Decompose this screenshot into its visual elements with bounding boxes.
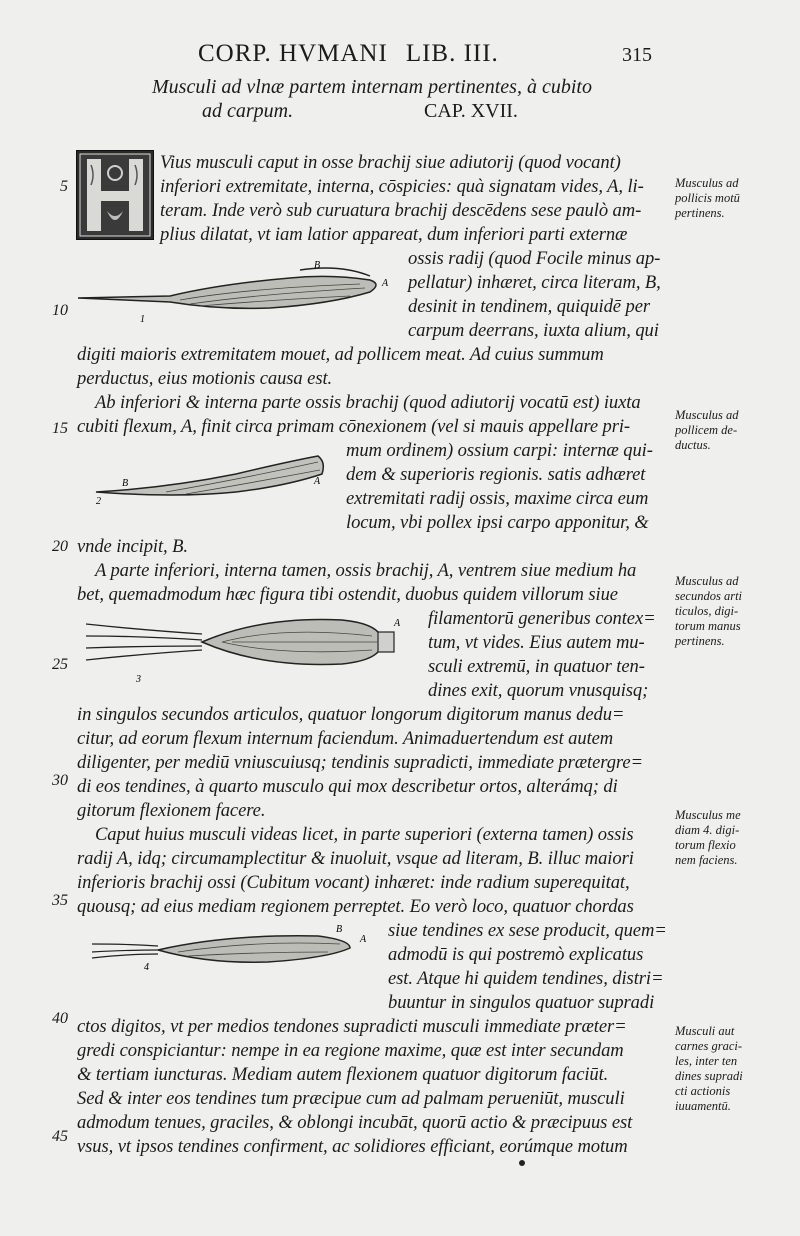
text-line: citur, ad eorum flexum internum faciendum. Animaduertendum est autem [77, 728, 614, 749]
marginal-note-line: pollicem de- [675, 423, 738, 437]
line-number: 15 [52, 420, 68, 437]
text-line: Vius musculi caput in osse brachij siue adiutorij (quod vocant) [160, 152, 621, 173]
figure-label: B [314, 260, 321, 271]
line-number: 10 [52, 302, 68, 319]
marginal-note-line: pollicis motū [675, 191, 740, 205]
text-line: pellatur) inhæret, circa literam, B, [408, 272, 661, 293]
text-line: dem & superioris regionis. satis adhæret [346, 464, 646, 485]
text-line: bet, quemadmodum hæc figura tibi ostendit, duobus quidem villorum siue [77, 584, 618, 605]
marginal-note-line: secundos arti [675, 589, 743, 603]
book-number: LIB. III. [405, 40, 499, 67]
text-line: inferioris brachij ossi (Cubitum vocant) inhæret: inde radium superequitat, [77, 872, 630, 893]
text-line: filamentorū generibus contex= [428, 608, 656, 629]
marginal-note-line: torum manus [675, 619, 741, 633]
text-line: buuntur in singulos quatuor supradi [388, 992, 655, 1013]
running-title: CORP. HVMANI [198, 40, 388, 67]
text-line: radij A, idq; circumamplectitur & inuoluit, vsque ad literam, B. illuc maiori [77, 848, 634, 869]
marginal-note-line: nem faciens. [675, 853, 738, 867]
figure-label: B [336, 924, 343, 935]
marginal-note [675, 408, 793, 453]
marginal-note-line: carnes graci- [675, 1039, 742, 1053]
line-number: 30 [52, 772, 68, 789]
text-line: quousq; ad eius mediam regionem perreptet. Eo verò loco, quatuor chordas [77, 896, 634, 917]
text-line: locum, vbi pollex ipsi carpo apponitur, & [346, 512, 649, 533]
text-line: admodū is qui postremò explicatus [388, 944, 644, 965]
figure-number: 4 [144, 962, 149, 972]
figure-number: 2 [96, 496, 101, 507]
line-number: 5 [60, 178, 68, 195]
text-line: Ab inferiori & interna parte ossis brachij (quod adiutorij vocatū est) iuxta [95, 392, 641, 413]
marginal-note-line: dines supradi [675, 1069, 743, 1083]
marginal-note [675, 1024, 793, 1114]
text-line: dines exit, quorum vnusquisq; [428, 680, 649, 701]
text-line: sculi extremū, in quatuor ten- [428, 656, 645, 677]
line-number: 35 [52, 892, 68, 909]
line-number: 20 [52, 538, 68, 555]
folio-number: 315 [622, 44, 652, 66]
marginal-note-line: ductus. [675, 438, 711, 452]
marginal-note-line: cti actionis [675, 1084, 731, 1098]
figure-number: 1 [140, 314, 145, 325]
chapter-title-line1: Musculi ad vlnæ partem internam pertinentes, à cubito [152, 76, 592, 98]
decorated-initial-h [76, 150, 154, 240]
marginal-note-line: Musculus ad [675, 574, 739, 588]
figure-4-muscle [88, 922, 378, 972]
marginal-note [675, 176, 793, 221]
figure-1-muscle [70, 256, 410, 326]
running-head [198, 40, 499, 68]
text-line: carpum deerrans, iuxta alium, qui [408, 320, 659, 341]
initial-ornament-icon [77, 151, 153, 239]
line-number: 25 [52, 656, 68, 673]
marginal-note-line: Musculus me [675, 808, 741, 822]
text-line: plius dilatat, vt iam latior appareat, dum inferiori parti externæ [160, 224, 628, 245]
text-line: admodum tenues, graciles, & oblongi incubāt, quorū actio & præcipuus est [77, 1112, 633, 1133]
text-line: est. Atque hi quidem tendines, distri= [388, 968, 664, 989]
figure-label: A [382, 278, 389, 289]
marginal-note [675, 574, 793, 649]
marginal-note-line: iuuamentū. [675, 1099, 731, 1113]
figure-2-muscle [86, 448, 336, 508]
ink-dot [519, 1160, 525, 1166]
text-line: diligenter, per mediū vniuscuiusq; tendinis supradicti, immediate prætergre= [77, 752, 643, 773]
figure-number: 3 [136, 674, 141, 684]
text-line: digiti maioris extremitatem mouet, ad pollicem meat. Ad cuius summum [77, 344, 604, 365]
marginal-note-line: les, inter ten [675, 1054, 738, 1068]
text-line: desinit in tendinem, quiquidē per [408, 296, 650, 317]
marginal-note-line: pertinens. [675, 634, 725, 648]
line-number: 40 [52, 1010, 68, 1027]
text-line: gitorum flexionem facere. [77, 800, 266, 821]
marginal-note-line: Musculi aut [675, 1024, 735, 1038]
text-line: Caput huius musculi videas licet, in parte superiori (externa tamen) ossis [95, 824, 634, 845]
figure-3-muscle [82, 612, 412, 684]
text-line: siue tendines ex sese producit, quem= [388, 920, 667, 941]
text-line: inferiori extremitate, interna, cōspicies: quà signatam vides, A, li- [160, 176, 644, 197]
text-line: ctos digitos, vt per medios tendones supradicti musculi immediate præter= [77, 1016, 627, 1037]
line-number: 45 [52, 1128, 68, 1145]
text-line: & tertiam iuncturas. Mediam autem flexionem quatuor digitorum faciūt. [77, 1064, 609, 1085]
figure-label: A [314, 476, 321, 487]
text-line: tum, vt vides. Eius autem mu- [428, 632, 645, 653]
chapter-number: CAP. XVII. [424, 100, 518, 122]
marginal-note-line: torum flexio [675, 838, 736, 852]
text-line: teram. Inde verò sub curuatura brachij descēdens sese paulò am- [160, 200, 642, 221]
text-line: di eos tendines, à quarto musculo qui mox describetur ortos, alterámq; di [77, 776, 618, 797]
text-line: in singulos secundos articulos, quatuor longorum digitorum manus dedu= [77, 704, 625, 725]
text-line: A parte inferiori, interna tamen, ossis brachij, A, ventrem siue medium ha [95, 560, 637, 581]
marginal-note-line: Musculus ad [675, 176, 739, 190]
marginal-note-line: Musculus ad [675, 408, 739, 422]
figure-label: B [122, 478, 129, 489]
text-line: gredi conspiciantur: nempe in ea regione maxime, quæ est inter secundam [77, 1040, 624, 1061]
text-line: vnde incipit, B. [77, 536, 188, 557]
text-line: vsus, vt ipsos tendines confirment, ac solidiores efficiant, eorúmque motum [77, 1136, 628, 1157]
text-line: cubiti flexum, A, finit circa primam cōnexionem (vel si mauis appellare pri- [77, 416, 631, 437]
marginal-note [675, 808, 793, 868]
text-line: Sed & inter eos tendines tum præcipue cum ad palmam perueniūt, musculi [77, 1088, 625, 1109]
figure-label: A [360, 934, 367, 945]
text-line: mum ordinem) ossium carpi: internæ qui- [346, 440, 653, 461]
marginal-note-line: ticulos, digi- [675, 604, 739, 618]
chapter-title-line2: ad carpum. [202, 100, 294, 122]
marginal-note-line: pertinens. [675, 206, 725, 220]
figure-label: A [394, 618, 401, 629]
text-line: ossis radij (quod Focile minus ap- [408, 248, 661, 269]
text-line: perductus, eius motionis causa est. [77, 368, 333, 389]
text-line: extremitati radij ossis, maxime circa eum [346, 488, 649, 509]
marginal-note-line: diam 4. digi- [675, 823, 740, 837]
